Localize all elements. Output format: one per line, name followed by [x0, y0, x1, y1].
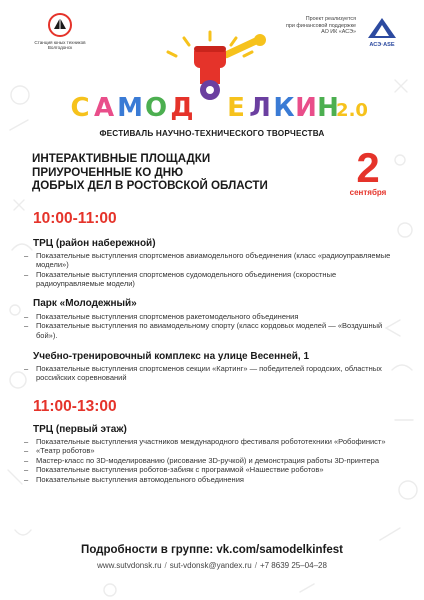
org-caption-line2: Волгодонск: [47, 45, 73, 51]
hero-letter: Н: [317, 93, 339, 123]
hero-letter: А: [93, 93, 115, 123]
org-caption-line1: Станция юных техников: [34, 40, 86, 45]
date-day: 2: [356, 144, 380, 191]
sponsor-line2: при финансовой поддержке: [286, 22, 356, 29]
headline-line2: ПРИУРОЧЕННЫЕ КО ДНЮ: [32, 165, 184, 179]
sponsor-line3: АО ИК «АСЭ»: [321, 29, 356, 36]
separator: /: [164, 561, 167, 570]
sponsor-line1: Проект реализуется: [305, 16, 356, 22]
event-headline: [32, 152, 322, 193]
headline-line1: ИНТЕРАКТИВНЫЕ ПЛОЩАДКИ: [32, 152, 211, 165]
hero-letter: И: [295, 93, 317, 123]
time-slot: 10:00-11:00: [33, 210, 117, 227]
phone-number: +7 8639 25–04–28: [259, 561, 327, 570]
list-item: – Мастер-класс по 3D-моделированию (рисование 3D-ручкой) и демонстрация работы 3D-принтера: [24, 456, 404, 465]
event-date: [342, 146, 394, 197]
footer-details: Подробности в группе: vk.com/samodelkinfest: [81, 544, 343, 556]
date-month: сентября: [349, 188, 387, 197]
venue-items: [24, 251, 404, 289]
sponsor-triangle-icon: [362, 16, 402, 40]
venue-title: Учебно-тренировочный комплекс на улице Весенней, 1: [33, 351, 310, 362]
list-item: – Показательные выступления по авиамодельному спорту (класс кордовых моделей — «Воздушный бой»).: [24, 321, 404, 340]
separator: /: [254, 561, 257, 570]
festival-logo-art: [60, 28, 368, 123]
venue-items: [24, 364, 404, 383]
sponsor-logo: [362, 16, 402, 46]
fist-icon: [194, 46, 226, 84]
hero-letter: Е: [227, 93, 245, 123]
list-item: – Показательные выступления роботов-забияк с программой «Нашествие роботов»: [24, 465, 404, 474]
list-item: – Показательные выступления участников международного фестиваля робототехники «Робофинист»: [24, 437, 404, 446]
gear-icon: [200, 80, 220, 100]
list-item: – Показательные выступления спортсменов авиамодельного объединения (класс «радиоуправляемые модели»): [24, 251, 404, 270]
footer-contacts: [0, 561, 424, 570]
hero-letter: Д: [170, 93, 194, 123]
list-item: – Показательные выступления спортсменов секции «Картинг» — победителей городских, областных российских соревнований: [24, 364, 404, 383]
hero-version: 2.0: [336, 100, 368, 121]
hero-letter: Л: [249, 93, 271, 123]
headline-line3: ДОБРЫХ ДЕЛ В РОСТОВСКОЙ ОБЛАСТИ: [32, 179, 268, 193]
venue-title: ТРЦ (первый этаж): [33, 424, 127, 435]
festival-title: ФЕСТИВАЛЬ НАУЧНО-ТЕХНИЧЕСКОГО ТВОРЧЕСТВА: [99, 129, 325, 138]
venue-items: [24, 437, 404, 484]
list-item: – «Театр роботов»: [24, 446, 404, 455]
hero-letter: О: [144, 93, 168, 123]
hero-letter: С: [70, 93, 90, 123]
email-link[interactable]: sut-vdonsk@yandex.ru: [169, 561, 252, 570]
sponsor-logo-text: АСЭ·ASE: [369, 42, 395, 48]
list-item: – Показательные выступления автомодельного объединения: [24, 475, 404, 484]
list-item: – Показательные выступления спортсменов судомодельного объединения (скоростные радиоуправляемые модели): [24, 270, 404, 289]
time-slot: 11:00-13:00: [33, 398, 117, 415]
list-item: – Показательные выступления спортсменов ракетомодельного объединения: [24, 312, 404, 321]
hero-letter: К: [273, 93, 295, 123]
hero-letter: М: [117, 93, 143, 123]
venue-title: ТРЦ (район набережной): [33, 238, 156, 249]
venue-items: [24, 312, 404, 340]
venue-title: Парк «Молодежный»: [33, 298, 137, 309]
website-link[interactable]: www.sutvdonsk.ru: [97, 561, 162, 570]
